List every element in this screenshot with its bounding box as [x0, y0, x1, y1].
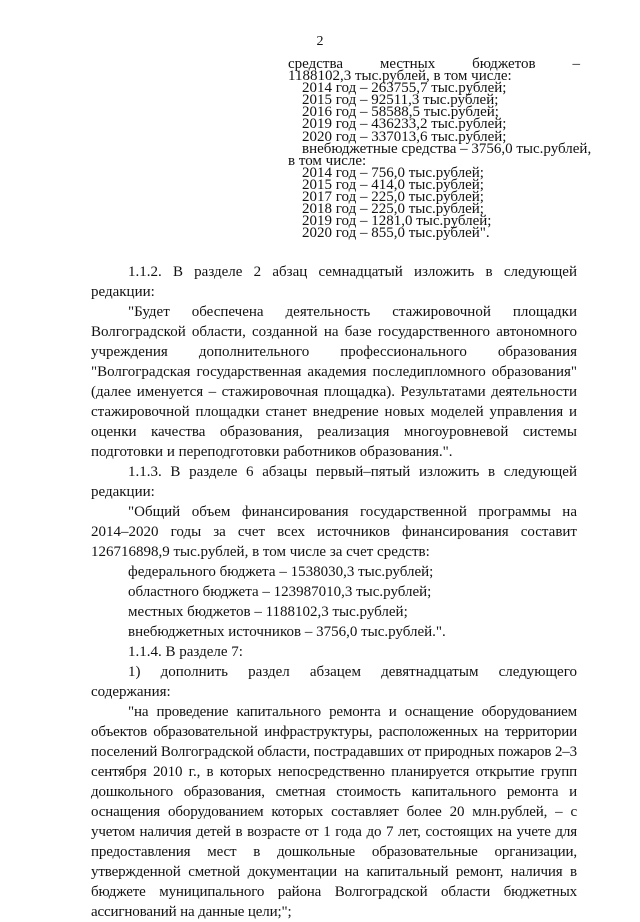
- local-budget-word-1: средства: [288, 56, 344, 72]
- local-budget-word-3: бюджетов: [472, 56, 536, 72]
- local-year-line: 2015 год – 92511,3 тыс.рублей;: [302, 92, 499, 109]
- extrabudget-including: в том числе:: [288, 152, 367, 169]
- paragraph-item-1: 1) дополнить раздел абзацем девятнадцатым следующего содержания:: [91, 664, 577, 700]
- paragraph-local-budgets: местных бюджетов – 1188102,3 тыс.рублей;: [128, 604, 408, 620]
- paragraph-capital-repair: "на проведение капитального ремонта и оснащение оборудованием объектов образовательной инфраструктуры, расположенных на территории поселений Волгоградской области, пострадавших от природных пожаров 2–3 сентября 2010 г., в которых непосредственно планируется открытие групп дошкольного образования, сметная стоимость капитального ремонта и оснащения оборудованием которых составляет более 20 млн.рублей, – с учетом наличия детей в возрасте от 1 года до 7 лет, состоящих на учете для предоставления мест в дошкольные образовательные организации, утвержденной сметной документации на капитальный ремонт, наличия в бюджете муниципального района Волгоградской области бюджетных ассигнований на данные цели;";: [91, 704, 577, 920]
- paragraph-total-funding: "Общий объем финансирования государственной программы на 2014–2020 годы за счет всех источников финансирования составит 126716898,9 тыс.рублей, в том числе за счет средств:: [91, 504, 577, 560]
- extrabudget-label: внебюджетные средства – 3756,0 тыс.рублей,: [302, 140, 592, 157]
- paragraph-1-1-4: 1.1.4. В разделе 7:: [128, 644, 243, 660]
- paragraph-extrabudgetary: внебюджетных источников – 3756,0 тыс.рублей.".: [128, 624, 446, 640]
- local-budget-dash: –: [572, 56, 580, 72]
- local-year-line: 2020 год – 337013,6 тыс.рублей;: [302, 128, 507, 145]
- extrabudget-year-line: 2014 год – 756,0 тыс.рублей;: [302, 164, 484, 181]
- extrabudget-year-line: 2017 год – 225,0 тыс.рублей;: [302, 189, 484, 206]
- paragraph-training-site: "Будет обеспечена деятельность стажировочной площадки Волгоградской области, созданной на базе государственного автономного учреждения дополнительного профессионального образования "Волгоградская государственная академия последипломного образования" (далее именуется – стажировочная площадка). Результатами деятельности стажировочной площадки станет внедрение новых моделей управления и оценки качества образования, реализация многоуровневой системы подготовки и переподготовки работников образования.".: [91, 304, 577, 460]
- extrabudget-year-line: 2015 год – 414,0 тыс.рублей;: [302, 176, 484, 193]
- local-budget-word-2: местных: [379, 56, 436, 72]
- extrabudget-year-line: 2018 год – 225,0 тыс.рублей;: [302, 201, 484, 218]
- local-year-line: 2016 год – 58588,5 тыс.рублей;: [302, 104, 499, 121]
- paragraph-1-1-3: 1.1.3. В разделе 6 абзацы первый–пятый изложить в следующей редакции:: [91, 464, 577, 500]
- paragraph-federal-budget: федерального бюджета – 1538030,3 тыс.рублей;: [128, 564, 434, 580]
- funding-breakdown: [288, 56, 592, 242]
- page-number: 2: [316, 34, 324, 49]
- extrabudget-year-line: 2019 год – 1281,0 тыс.рублей;: [302, 213, 492, 230]
- extrabudget-year-line: 2020 год – 855,0 тыс.рублей".: [302, 225, 490, 242]
- local-year-line: 2014 год – 263755,7 тыс.рублей;: [302, 80, 507, 97]
- document-body: [91, 262, 577, 922]
- paragraph-regional-budget: областного бюджета – 123987010,3 тыс.рублей;: [128, 584, 432, 600]
- local-budget-total: 1188102,3 тыс.рублей, в том числе:: [288, 68, 512, 85]
- local-year-line: 2019 год – 436233,2 тыс.рублей;: [302, 116, 507, 133]
- paragraph-1-1-2: 1.1.2. В разделе 2 абзац семнадцатый изложить в следующей редакции:: [91, 264, 577, 300]
